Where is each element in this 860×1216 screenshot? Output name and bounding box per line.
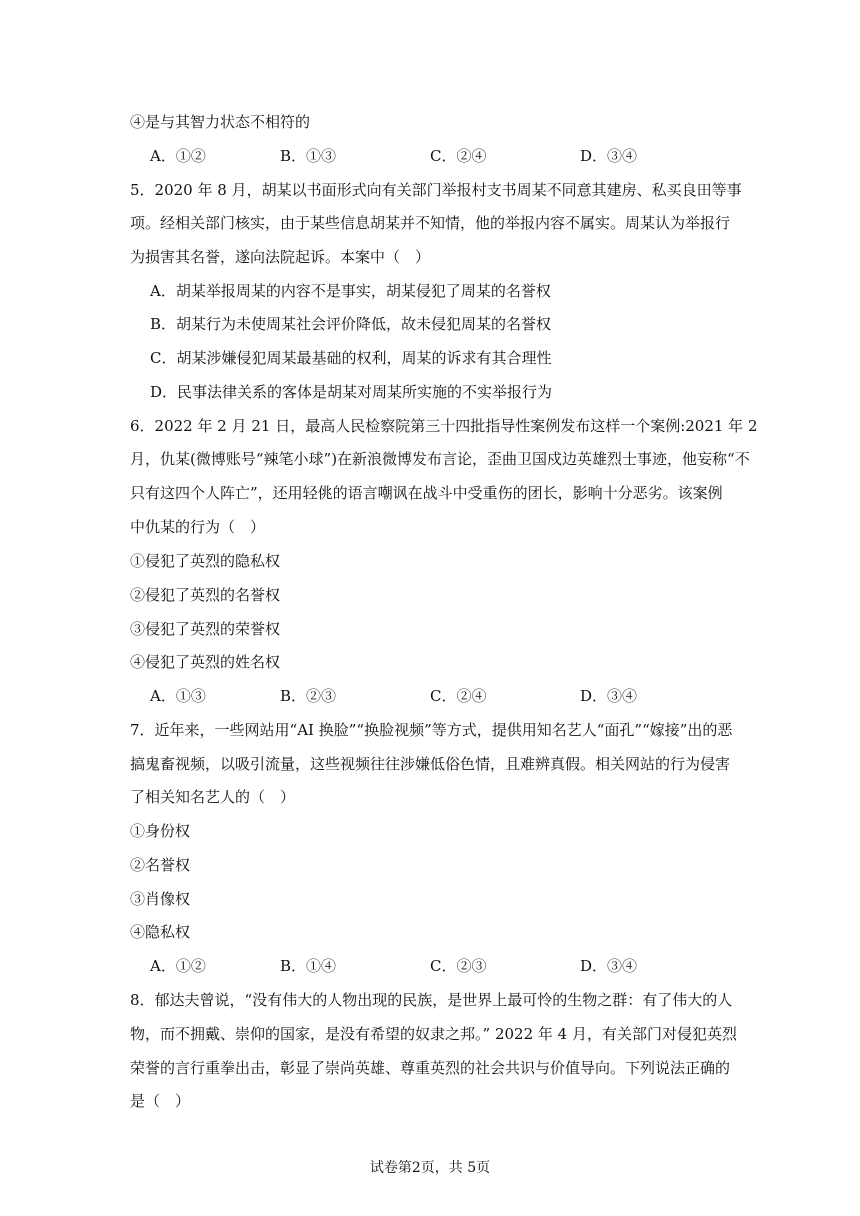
q8-stem-line-3: 荣誉的言行重拳出击，彰显了崇尚英雄、尊重英烈的社会共识与价值导向。下列说法正确的 bbox=[130, 1059, 731, 1077]
q6-statement-3: ③侵犯了英烈的荣誉权 bbox=[130, 620, 281, 638]
q6-stem-line-4: 中仇某的行为（ ） bbox=[130, 518, 266, 536]
page-footer: 试卷第2页，共 5页 bbox=[369, 1160, 491, 1176]
q6-stem-line-3: 只有这四个人阵亡”，还用轻佻的语言嘲讽在战斗中受重伤的团长，影响十分恶劣。该案例 bbox=[130, 484, 723, 502]
choice-d: D．③④ bbox=[580, 147, 638, 165]
choice-c: C．②④ bbox=[430, 687, 487, 705]
q7-stem-line-2: 搞鬼畜视频，以吸引流量，这些视频往往涉嫌低俗色情，且难辨真假。相关网站的行为侵害 bbox=[130, 755, 731, 773]
q7-statement-4: ④隐私权 bbox=[130, 923, 191, 941]
q5-choice-a: A．胡某举报周某的内容不是事实，胡某侵犯了周某的名誉权 bbox=[150, 282, 551, 300]
choice-d: D．③④ bbox=[580, 957, 638, 975]
q8-stem-line-4: 是（ ） bbox=[130, 1092, 191, 1110]
q8-stem-line-2: 物，而不拥戴、崇仰的国家，是没有希望的奴隶之邦。” 2022 年 4 月，有关部门对侵犯英烈 bbox=[130, 1025, 737, 1043]
q5-choice-c: C．胡某涉嫌侵犯周某最基础的权利，周某的诉求有其合理性 bbox=[150, 349, 552, 367]
q5-stem-line-1: 5．2020 年 8 月，胡某以书面形式向有关部门举报村支书周某不同意其建房、私买良田等事 bbox=[130, 181, 742, 199]
choice-a: A．①③ bbox=[150, 687, 206, 705]
q7-statement-3: ③肖像权 bbox=[130, 890, 191, 908]
q7-statement-2: ②名誉权 bbox=[130, 856, 191, 874]
q7-stem-line-3: 了相关知名艺人的（ ） bbox=[130, 788, 296, 806]
q6-stem-line-2: 月，仇某(微博账号“辣笔小球”)在新浪微博发布言论，歪曲卫国戍边英雄烈士事迹，他妄称“不 bbox=[130, 450, 750, 468]
choice-a: A．①② bbox=[150, 957, 206, 975]
choice-b: B．①③ bbox=[280, 147, 337, 165]
q6-statement-4: ④侵犯了英烈的姓名权 bbox=[130, 653, 281, 671]
q6-statement-2: ②侵犯了英烈的名誉权 bbox=[130, 586, 281, 604]
item-4-option-4: ④是与其智力状态不相符的 bbox=[130, 113, 311, 131]
q7-statement-1: ①身份权 bbox=[130, 822, 191, 840]
choice-a: A．①② bbox=[150, 147, 206, 165]
choice-d: D．③④ bbox=[580, 687, 638, 705]
choice-b: B．①④ bbox=[280, 957, 337, 975]
q5-choice-b: B．胡某行为未使周某社会评价降低，故未侵犯周某的名誉权 bbox=[150, 315, 552, 333]
q5-choice-d: D．民事法律关系的客体是胡某对周某所实施的不实举报行为 bbox=[150, 383, 553, 401]
q5-stem-line-2: 项。经相关部门核实，由于某些信息胡某并不知情，他的举报内容不属实。周某认为举报行 bbox=[130, 214, 731, 232]
choice-b: B．②③ bbox=[280, 687, 337, 705]
choice-c: C．②③ bbox=[430, 957, 487, 975]
q6-stem-line-1: 6．2022 年 2 月 21 日，最高人民检察院第三十四批指导性案例发布这样一个案例:2021 年 2 bbox=[130, 417, 758, 435]
choice-c: C．②④ bbox=[430, 147, 487, 165]
q7-stem-line-1: 7．近年来，一些网站用“AI 换脸”“换脸视频”等方式，提供用知名艺人“面孔”“嫁接”出的恶 bbox=[130, 721, 733, 739]
q8-stem-line-1: 8．郁达夫曾说，“没有伟大的人物出现的民族，是世界上最可怜的生物之群：有了伟大的人 bbox=[130, 991, 733, 1009]
q6-statement-1: ①侵犯了英烈的隐私权 bbox=[130, 552, 281, 570]
q5-stem-line-3: 为损害其名誉，遂向法院起诉。本案中（ ） bbox=[130, 248, 431, 266]
